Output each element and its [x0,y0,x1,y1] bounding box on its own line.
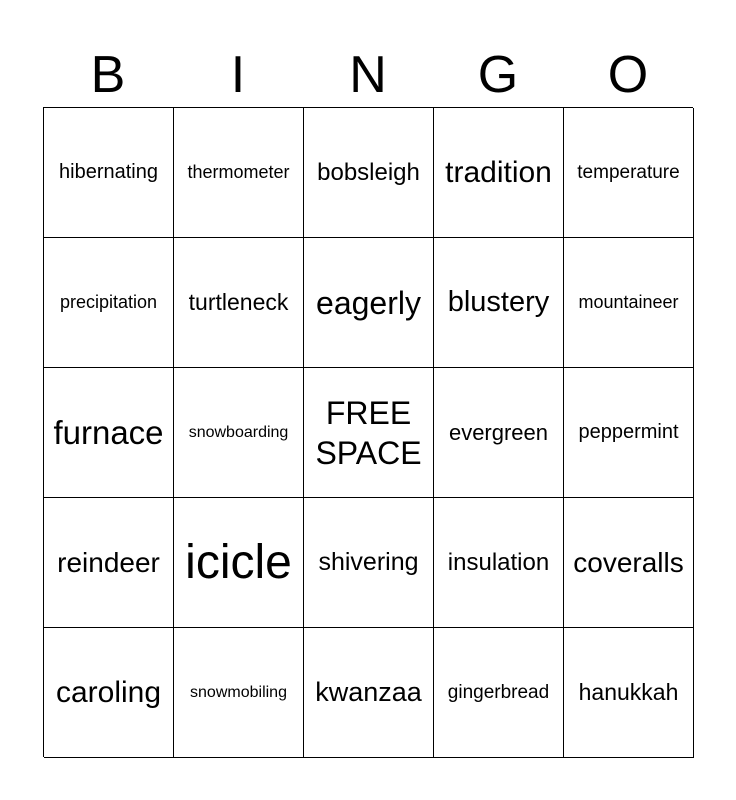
bingo-cell[interactable]: eagerly [304,238,434,368]
bingo-cell[interactable]: blustery [434,238,564,368]
bingo-cell[interactable]: hibernating [44,108,174,238]
bingo-cell[interactable]: insulation [434,498,564,628]
bingo-cell[interactable]: snowboarding [174,368,304,498]
header-letter-o: O [607,46,649,104]
header-letter-n: N [349,46,387,104]
bingo-cell[interactable]: peppermint [564,368,694,498]
bingo-cell[interactable]: thermometer [174,108,304,238]
bingo-cell[interactable]: coveralls [564,498,694,628]
bingo-cell[interactable]: furnace [44,368,174,498]
bingo-cell[interactable]: icicle [174,498,304,628]
bingo-cell[interactable]: reindeer [44,498,174,628]
free-space-cell[interactable]: FREE SPACE [304,368,434,498]
bingo-cell[interactable]: precipitation [44,238,174,368]
header-letter-g: G [477,46,519,104]
bingo-cell[interactable]: temperature [564,108,694,238]
bingo-cell[interactable]: hanukkah [564,628,694,758]
bingo-cell[interactable]: kwanzaa [304,628,434,758]
header-letter-i: I [230,46,246,104]
bingo-cell[interactable]: tradition [434,108,564,238]
bingo-cell[interactable]: turtleneck [174,238,304,368]
bingo-cell[interactable]: evergreen [434,368,564,498]
bingo-header [43,44,693,106]
bingo-cell[interactable]: shivering [304,498,434,628]
bingo-cell[interactable]: mountaineer [564,238,694,368]
bingo-cell[interactable]: caroling [44,628,174,758]
bingo-grid [43,107,693,757]
bingo-cell[interactable]: snowmobiling [174,628,304,758]
bingo-cell[interactable]: gingerbread [434,628,564,758]
bingo-cell[interactable]: bobsleigh [304,108,434,238]
header-letter-b: B [90,46,126,104]
